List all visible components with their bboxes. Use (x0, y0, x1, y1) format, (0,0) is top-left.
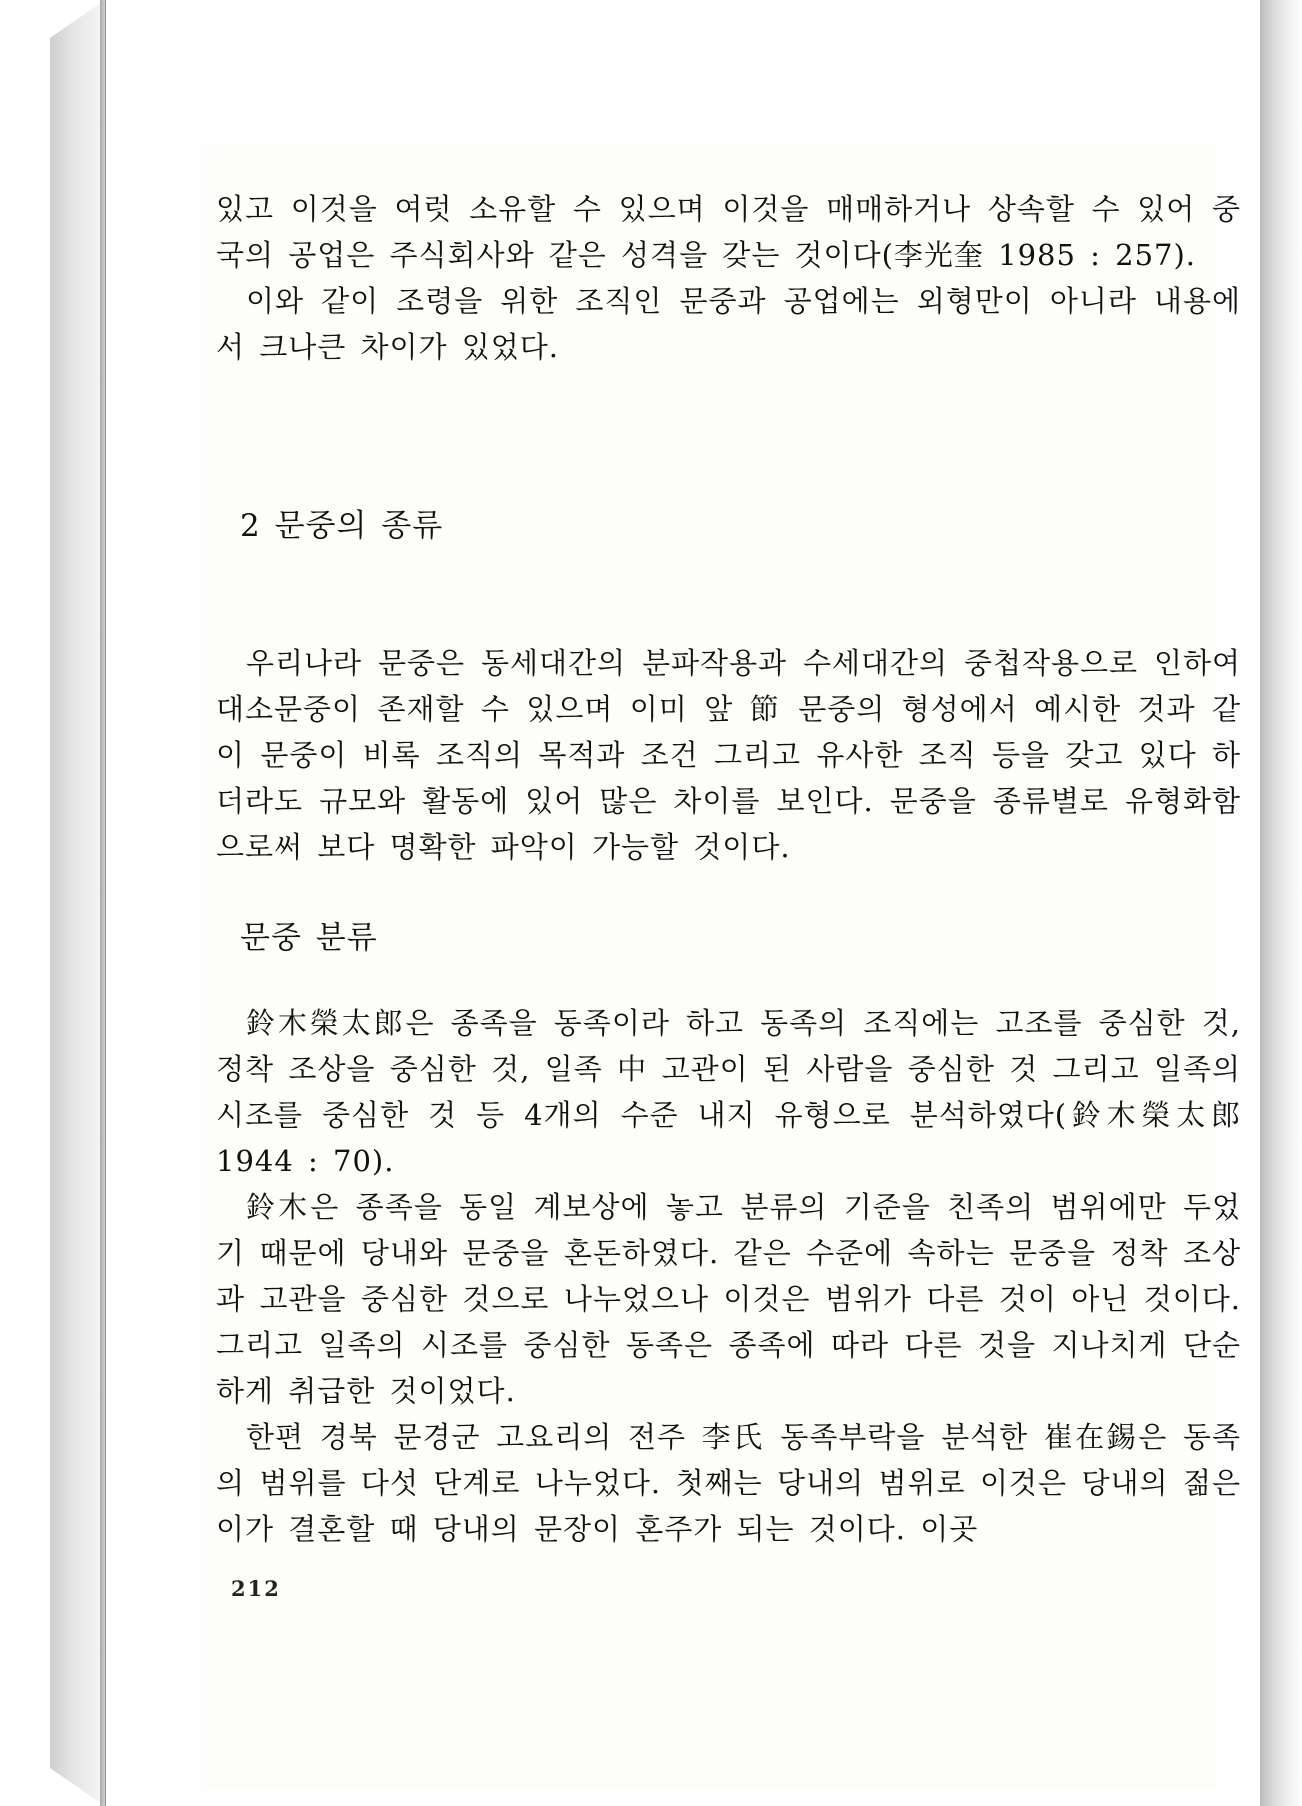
paragraph-suzuki: 鈴木榮太郎은 종족을 동족이라 하고 동족의 조직에는 고조를 중심한 것, 정착 조상을 중심한 것, 일족 中 고관이 된 사람을 중심한 것 그리고 일족의 시조를 중심한 것 등 4개의 수준 내지 유형으로 분석하였다(鈴木榮太郎 1944 : 70). (216, 1006, 1241, 1178)
paragraph-intro: 우리나라 문중은 동세대간의 분파작용과 수세대간의 중첩작용으로 인하여 대소문중이 존재할 수 있으며 이미 앞 節 문중의 형성에서 예시한 것과 같이 문중이 비록 조직의 목적과 조건 그리고 유사한 조직 등을 갖고 있다 하더라도 규모와 활동에 있어 많은 차이를 보인다. 문중을 종류별로 유형화함으로써 보다 명확한 파악이 가능할 것이다. (216, 646, 1241, 864)
section-heading: 2 문중의 종류 (240, 508, 444, 544)
opening-text (216, 186, 1241, 370)
classification-text (216, 1000, 1241, 1552)
paragraph-continuation: 있고 이것을 여럿 소유할 수 있으며 이것을 매매하거나 상속할 수 있어 중국의 공업은 주식회사와 같은 성격을 갖는 것이다(李光奎 1985 : 257). (216, 192, 1241, 272)
paragraph-comparison: 이와 같이 조령을 위한 조직인 문중과 공업에는 외형만이 아니라 내용에서 크나큰 차이가 있었다. (216, 284, 1241, 364)
page-number: 212 (231, 1576, 281, 1601)
paragraph-critique: 鈴木은 종족을 동일 계보상에 놓고 분류의 기준을 친족의 범위에만 두었기 때문에 당내와 문중을 혼돈하였다. 같은 수준에 속하는 문중을 정착 조상과 고관을 중심한 것으로 나누었으나 이것은 범위가 다른 것이 아닌 것이다. 그리고 일족의 시조를 중심한 동족은 종족에 따라 다른 것을 지나치게 단순하게 취급한 것이었다. (216, 1190, 1241, 1408)
section-intro-text (216, 640, 1241, 870)
page-shadow (1260, 0, 1302, 1806)
book-page-stack (50, 0, 105, 1806)
sub-heading: 문중 분류 (240, 920, 378, 956)
book-page (105, 0, 1261, 1806)
paragraph-choi: 한편 경북 문경군 고요리의 전주 李氏 동족부락을 분석한 崔在錫은 동족의 범위를 다섯 단계로 나누었다. 첫째는 당내의 범위로 이것은 당내의 젊은이가 결혼할 때 당내의 문장이 혼주가 되는 것이다. 이곳 (216, 1420, 1241, 1546)
